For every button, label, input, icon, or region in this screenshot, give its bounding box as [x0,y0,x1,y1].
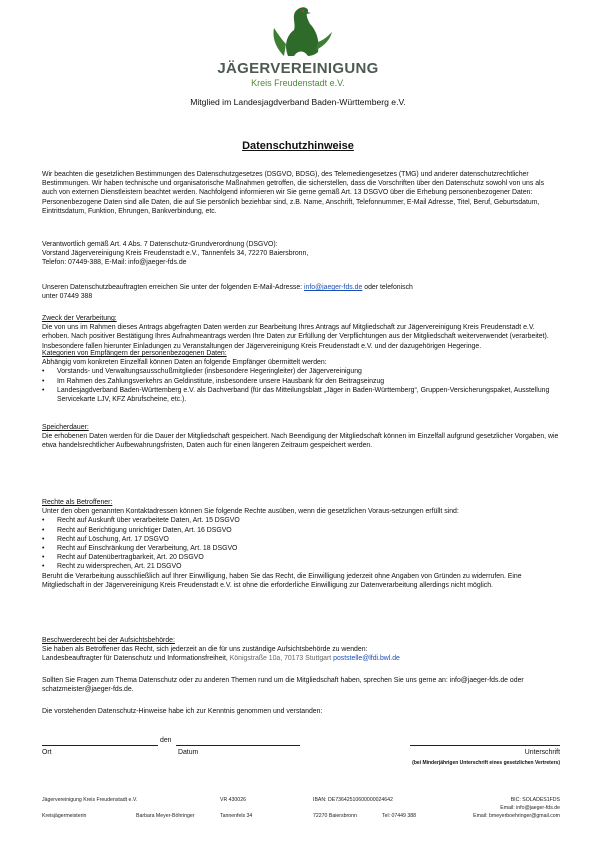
footer-tel: Tel: 07449 388 [382,813,417,819]
rights-outro: Beruht die Verarbeitung ausschließlich auf Ihrer Einwilligung, haben Sie das Recht, die Einwilligung jederzeit ohne Angaben von Gründen zu widerrufen. Eine Mitgliedschaft in der Jägervereinigung Kreis Freudenstadt e.V. ist ohne die erforderliche Einwilligung zur Datenverarbeitung allerdings nicht möglich. [42,572,522,589]
dpo-phone: unter 07449 388 [42,293,93,301]
dpo-email-link[interactable]: info@jaeger-fds.de [304,284,363,291]
recipients-list [42,367,560,404]
footer-org: Jägervereinigung Kreis Freudenstadt e.V. [42,797,138,803]
list-item: • Vorstands- und Verwaltungsausschußmitglieder (insbesondere Hegeringleiter) der Jägervereinigung [42,367,560,376]
complaint-section [42,636,560,664]
footer-city: 72270 Baiersbronn [313,813,357,819]
minor-note: (bei Minderjährigen Unterschrift eines gesetzlichen Vertreters) [412,760,560,766]
list-item: • Recht auf Datenübertragbarkeit, Art. 20 DSGVO [42,553,560,562]
logo-subtitle: Kreis Freudenstadt e.V. [251,78,345,88]
page-title: Datenschutzhinweise [242,140,354,152]
unterschrift-label: Unterschrift [524,749,560,756]
list-item: • Recht auf Auskunft über verarbeitete Daten, Art. 15 DSGVO [42,516,560,525]
responsible-line2: Telefon: 07449-388, E-Mail: info@jaeger-fds.de [42,259,187,267]
den-label: den [160,737,172,744]
responsible-section [42,240,560,268]
complaint-line1: Sie haben als Betroffener das Recht, sich jederzeit an die für uns zuständige Aufsichtsbehörde zu wenden: [42,646,368,654]
footer-email-person: Email: bmeyerboehringer@gmail.com [473,813,560,819]
complaint-heading: Beschwerderecht bei der Aufsichtsbehörde: [42,637,175,644]
date-signature-line[interactable] [176,745,300,746]
acknowledgment-text: Die vorstehenden Datenschutz-Hinweise habe ich zur Kenntnis genommen und verstanden: [42,708,323,715]
authority-email-link[interactable]: poststelle@lfdi.bwl.de [333,655,400,663]
rights-section [42,498,560,590]
dpo-text-after: oder telefonisch [362,284,413,291]
footer-street: Tannenfels 34 [220,813,253,819]
ort-label: Ort [42,749,52,756]
footer-bic: BIC: SOLADES1FDS [510,797,560,803]
authority-name: Landesbeauftragter für Datenschutz und Informationsfreiheit, [42,655,230,663]
footer-role: Kreisjägermeisterin [42,813,87,819]
purpose-heading: Zweck der Verarbeitung: [42,315,117,322]
dpo-section [42,283,560,301]
list-item: • Recht auf Löschung, Art. 17 DSGVO [42,535,560,544]
list-item: • Landesjagdverband Baden-Württemberg e.V. als Dachverband (für das Mitteilungsblatt „Jäger in Baden-Württemberg“, Gruppen-Versicherungspaket, Ausstellung Servicekarte LJV, KFZ Abrufscheine, etc.). [42,386,560,404]
acknowledgment-section [42,707,560,716]
logo [0,0,596,96]
footer-vr: VR 430026 [220,797,246,803]
footer-person: Barbara Meyer-Böhringer [136,813,195,819]
recipients-intro: Abhängig vom konkreten Einzelfall können Daten an folgende Empfänger übermittelt werden: [42,359,327,367]
purpose-text: Die von uns im Rahmen dieses Antrags abgefragten Daten werden zur Bearbeitung Ihres Antrags auf Mitgliedschaft zur Jägervereinigung Kreis Freudenstadt e.V. erhoben. Nach positiver Bestätigung Ihres Aufnahmeantrags werden Ihre Daten zur Erfüllung der Verpflichtungen aus der Mitgliedschaft weiterverwendet (verarbeitet). Insbesondere fallen hierunter Einladungen zu Veranstaltungen der Jägervereinigung Kreis Freudenstadt e.V. und der dazugehörigen Hegeringe. [42,324,549,350]
questions-section [42,676,560,694]
footer-email-info: Email: info@jaeger-fds.de [500,805,560,811]
recipients-heading: Kategorien von Empfängern der personenbezogenen Daten: [42,350,227,357]
responsible-heading: Verantwortlich gemäß Art. 4 Abs. 7 Datenschutz-Grundverordnung (DSGVO): [42,241,278,248]
rights-intro: Unter den oben genannten Kontaktadressen können Sie folgende Rechte ausüben, wenn die gesetzlichen Voraus-setzungen erfüllt sind: [42,508,459,516]
grouse-icon [0,0,596,60]
rights-list [42,516,560,571]
place-signature-line[interactable] [42,745,158,746]
complaint-line2 [42,654,560,663]
list-item: • Recht auf Einschränkung der Verarbeitung, Art. 18 DSGVO [42,544,560,553]
dpo-line [42,283,560,292]
purpose-section [42,314,560,351]
list-item: • Recht zu widersprechen, Art. 21 DSGVO [42,562,560,571]
signature-line[interactable] [410,745,560,746]
storage-text: Die erhobenen Daten werden für die Dauer der Mitgliedschaft gespeichert. Nach Beendigung der Mitgliedschaft können im Einzelfall aufgrund gesetzlicher Vorgaben, wie etwa handelsrechtlicher Aufbewahrungsfristen, Daten auch für einen längeren Zeitraum gespeichert werden. [42,433,559,450]
storage-section [42,423,560,451]
intro-text: Wir beachten die gesetzlichen Bestimmungen des Datenschutzgesetzes (DSGVO, BDSG), des Telemediengesetzes (TMG) und anderer datenschutzrechtlicher Bestimmungen. Wir haben technische und organisatorische Maßnahmen getroffen, die sicherstellen, dass die Vorschriften über den Datenschutz sowohl von uns als auch von externen Dienstleistern beachtet werden. Nachfolgend informieren wir Sie gerne gemäß Art. 13 DSGVO über die Erhebung personenbezogener Daten: Personenbezogene Daten sind alle Daten, die auf Sie persönlich beziehbar sind, z.B. Name, Anschrift, Telefonnummer, E-Mail Adresse, Titel, Beruf, Geburtsdatum, Eintrittsdatum, Funktion, Ehrungen, Bankverbindung, etc. [42,171,545,215]
membership-line: Mitglied im Landesjagdverband Baden-Württemberg e.V. [190,97,406,107]
recipients-section [42,349,560,404]
storage-heading: Speicherdauer: [42,424,89,431]
footer-iban: IBAN: DE73642510600000024642 [313,797,393,803]
dpo-text: Unseren Datenschutzbeauftragten erreichen Sie unter der folgenden E-Mail-Adresse: [42,284,304,291]
authority-address: Königstraße 10a, 70173 Stuttgart [229,655,334,663]
list-item: • Recht auf Berichtigung unrichtiger Daten, Art. 16 DSGVO [42,526,560,535]
intro-section [42,170,560,216]
responsible-line1: Vorstand Jägervereinigung Kreis Freudenstadt e.V., Tannenfels 34, 72270 Baiersbronn, [42,250,309,258]
logo-name: JÄGERVEREINIGUNG [217,60,379,77]
datum-label: Datum [178,749,199,756]
list-item: • Im Rahmen des Zahlungsverkehrs an Geldinstitute, insbesondere unsere Hausbank für den Beitragseinzug [42,377,560,386]
rights-heading: Rechte als Betroffener: [42,499,113,506]
questions-text: Sollten Sie Fragen zum Thema Datenschutz oder zu anderen Themen rund um die Mitgliedschaft haben, sprechen Sie uns gerne an: info@jaeger-fds.de oder schatzmeister@jaeger-fds.de. [42,677,524,694]
